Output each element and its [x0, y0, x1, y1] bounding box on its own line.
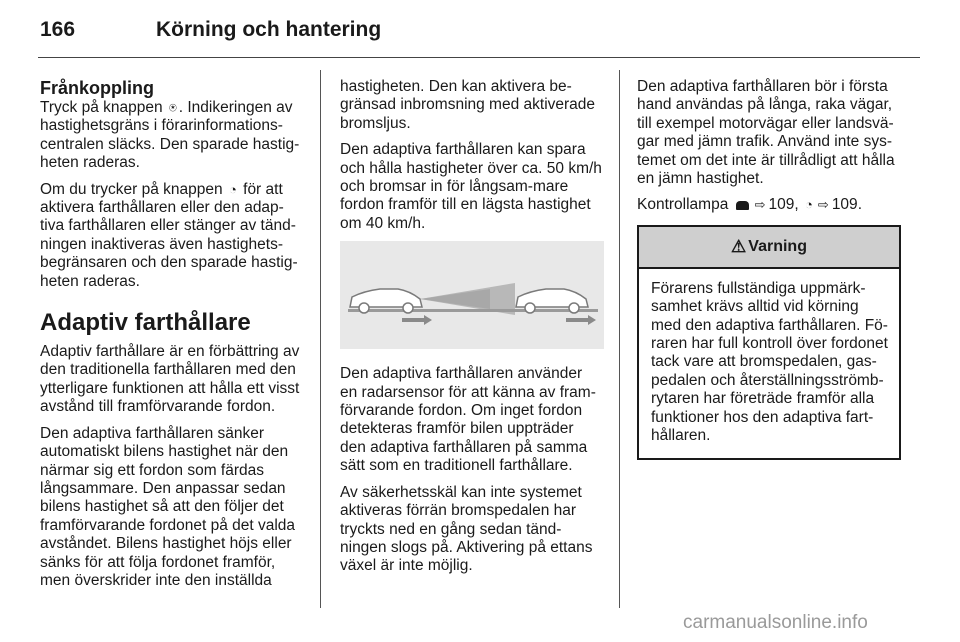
column-1	[40, 78, 302, 598]
paragraph: Tryck på knappen ⍟ . Indikeringen av hastighetsgräns i förarinformations-centralen släcks. Den sparade hastig-heten raderas.	[40, 99, 300, 172]
warning-triangle-icon: ⚠	[731, 236, 747, 256]
section-heading-adaptiv: Adaptiv farthållare	[40, 309, 251, 337]
radar-illustration-svg	[340, 241, 604, 349]
control-lamp-line: Kontrollampa ⇨ 109, ◔ ⇨ 109.	[637, 196, 862, 214]
page-header	[38, 18, 920, 58]
paragraph: hastigheten. Den kan aktivera be-gränsad inbromsning med aktiverade bromsljus.	[340, 78, 596, 132]
paragraph: Den adaptiva farthållaren sänker automatiskt bilens hastighet när den närmar sig ett fordon som färdas långsammare. Den anpassar sedan bilens hastighet så att den följer det framförvarande fordonet på det valda avståndet. Bilens hastighet höjs eller sänks för att följa fordonet framför, men överskrider inte den inställda	[40, 424, 296, 589]
column-3	[637, 78, 901, 460]
car-icon	[736, 201, 749, 210]
radar-illustration	[340, 241, 604, 349]
warning-text: Förarens fullständiga uppmärk-samhet krävs alltid vid körning med den adaptiva farthållaren. Fö-raren har full kontroll över fordonet tack vare att bromspedalen, gas-pedalen och återställningsströmb-rytaren har företräde framför alla funktioner hos den adaptiva fart-hållaren.	[651, 279, 888, 445]
page-ref-arrow-icon: ⇨	[817, 197, 829, 213]
cruise-control-icon: ◔	[805, 197, 813, 213]
watermark: carmanualsonline.info	[683, 612, 868, 633]
paragraph: Den adaptiva farthållaren bör i första hand användas på långa, raka vägar, till exempel motorvägar eller landsvä-gar med jämn trafik. Använd inte sys-temet om det inte är tillrådligt att hålla en jämn hastighet.	[637, 78, 895, 188]
column-divider	[619, 70, 620, 608]
page-title: Körning och hantering	[156, 18, 382, 41]
header-rule	[38, 57, 920, 58]
paragraph: Om du trycker på knappen ◔ för att aktivera farthållaren eller den adap-tiva farthållaren eller stänger av tänd-ningen inaktiveras även hastighets-begränsaren och den sparade hastig-heten raderas.	[40, 180, 298, 290]
page-ref: 109	[831, 196, 858, 214]
speed-limiter-icon: ⍟	[168, 100, 177, 115]
warning-title: Varning	[748, 237, 807, 255]
page-number: 166	[40, 18, 76, 41]
warning-header	[639, 227, 899, 269]
page-ref-arrow-icon: ⇨	[754, 197, 766, 213]
warning-box	[637, 225, 901, 460]
paragraph: Den adaptiva farthållaren kan spara och hålla hastigheter över ca. 50 km/h och bromsar in för långsam-mare fordon framför till en lägsta hastighet om 40 km/h.	[340, 141, 602, 232]
cruise-control-icon: ◔	[228, 181, 237, 197]
column-2	[340, 78, 602, 584]
column-divider	[320, 70, 321, 608]
page-ref: 109	[768, 196, 795, 214]
paragraph: Den adaptiva farthållaren använder en radarsensor för att känna av fram-förvarande fordon. Om inget fordon detekteras framför bilen uppträder den adaptiva farthållaren på samma sätt som en traditionell farthållare.	[340, 365, 596, 475]
paragraph: Adaptiv farthållare är en förbättring av den traditionella farthållaren med den ytterligare funktionen att hålla ett visst avstånd till framförvarande fordon.	[40, 343, 300, 416]
paragraph: Av säkerhetsskäl kan inte systemet aktiveras förrän bromspedalen har tryckts ned en gång sedan tänd-ningen slogs på. Aktivering på ettans växel är inte möjlig.	[340, 483, 593, 575]
section-heading-frankoppling: Frånkoppling	[40, 78, 154, 98]
